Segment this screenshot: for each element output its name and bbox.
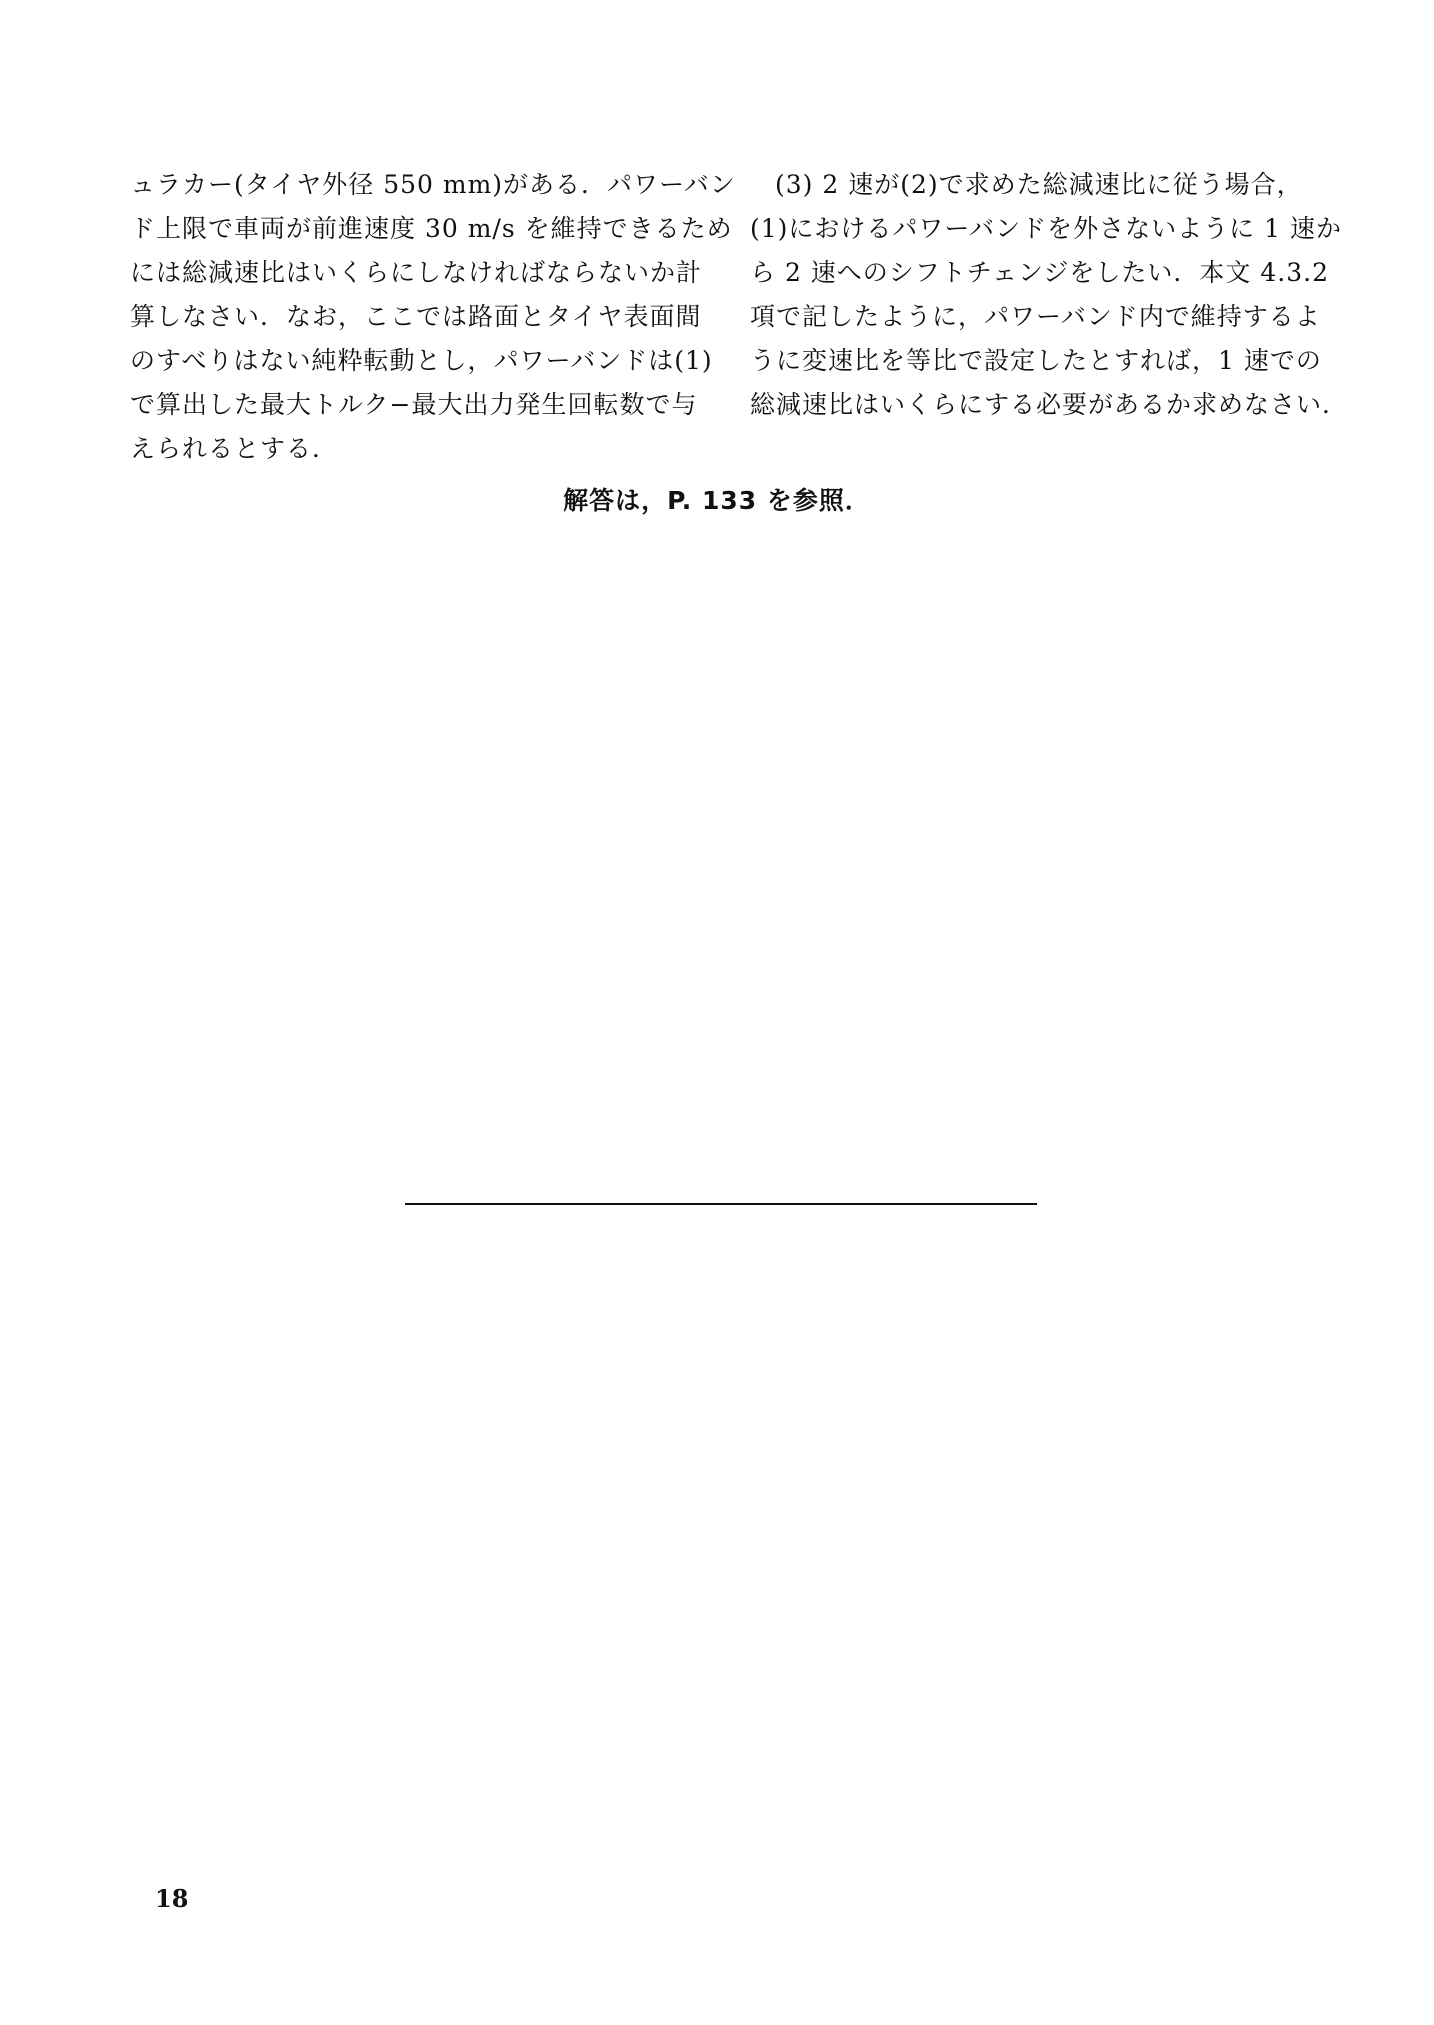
left-line-3: には総減速比はいくらにしなければならないか計	[130, 258, 703, 287]
answer-reference: 解答は，P. 133 を参照．	[563, 486, 871, 515]
footnote-divider	[405, 1203, 1037, 1205]
left-column-text	[130, 163, 736, 471]
left-line-5: のすべりはない純粋転動とし，パワーバンドは(1)	[130, 346, 713, 375]
right-line-4: 項で記したように，パワーバンド内で維持するよ	[750, 302, 1321, 331]
right-line-5: うに変速比を等比で設定したとすれば，1 速での	[750, 346, 1322, 375]
left-line-1: ュラカー(タイヤ外径 550 mm)がある．パワーバン	[130, 170, 736, 199]
right-column-text	[750, 163, 1349, 427]
right-line-3: ら 2 速へのシフトチェンジをしたい．本文 4.3.2	[750, 258, 1329, 287]
right-line-6: 総減速比はいくらにする必要があるか求めなさい．	[750, 390, 1349, 419]
left-line-4: 算しなさい．なお，ここでは路面とタイヤ表面間	[130, 302, 702, 331]
right-line-1: (3) 2 速が(2)で求めた総減速比に従う場合，	[775, 170, 1303, 199]
left-line-2: ド上限で車両が前進速度 30 m/s を維持できるため	[130, 214, 733, 243]
left-line-7: えられるとする．	[130, 434, 339, 463]
right-line-2: (1)におけるパワーバンドを外さないように 1 速か	[750, 214, 1342, 243]
left-line-6: で算出した最大トルク−最大出力発生回転数で与	[130, 390, 698, 419]
page-number: 18	[155, 1884, 189, 1913]
